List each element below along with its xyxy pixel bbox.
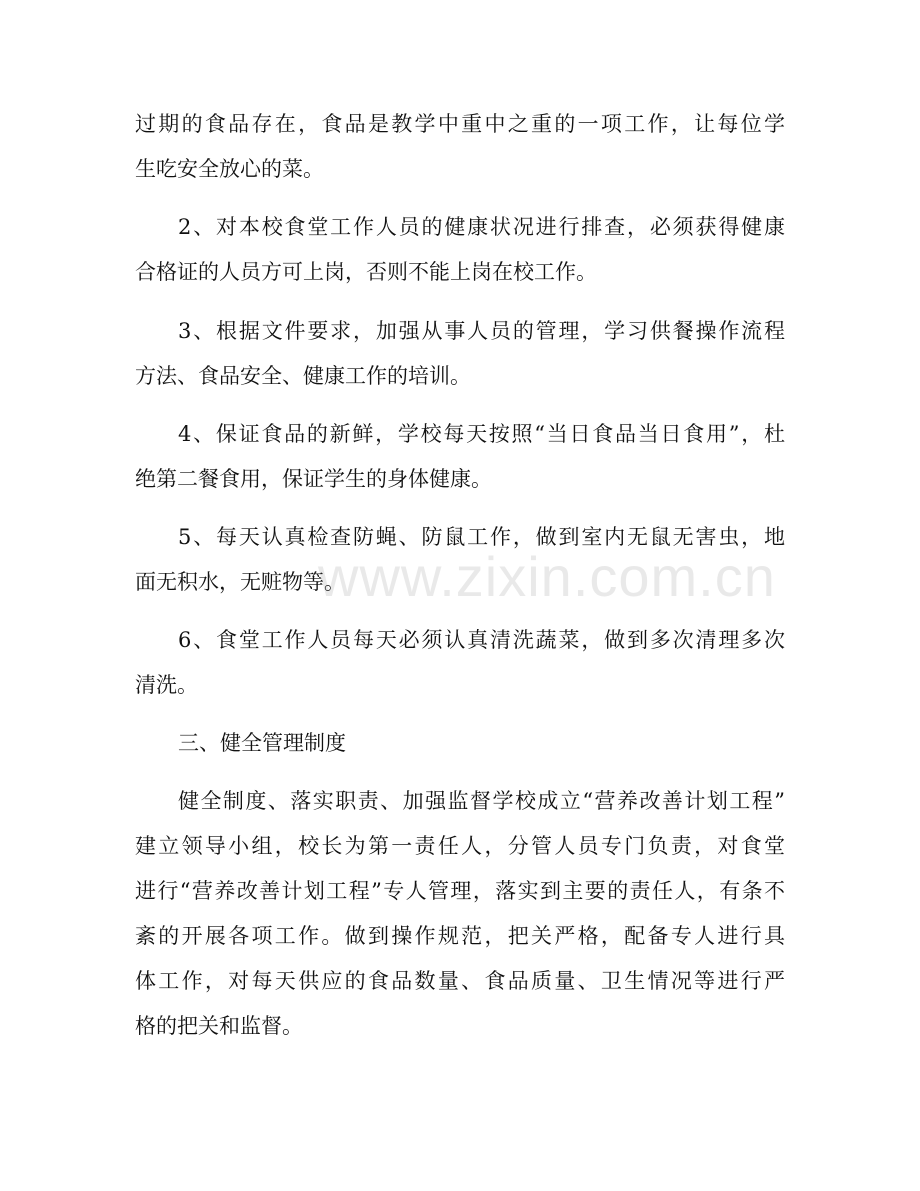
text-line: 健全制度、落实职责、加强监督学校成立“营养改善计划工程” — [178, 789, 785, 813]
section-heading: 三、健全管理制度 — [178, 731, 346, 755]
text-line: 清洗。 — [135, 673, 198, 697]
text-line: 合格证的人员方可上岗，否则不能上岗在校工作。 — [135, 260, 597, 284]
text-line: 2、对本校食堂工作人员的健康状况进行排查，必须获得健康 — [178, 215, 785, 239]
text-line: 面无积水，无赃物等。 — [135, 570, 345, 594]
text-line: 绝第二餐食用，保证学生的身体健康。 — [135, 467, 492, 491]
text-line: 6、食堂工作人员每天必须认真清洗蔬菜，做到多次清理多次 — [178, 628, 785, 652]
text-line: 格的把关和监督。 — [135, 1014, 303, 1038]
text-line: 5、每天认真检查防蝇、防鼠工作，做到室内无鼠无害虫，地 — [178, 525, 785, 549]
text-line: 建立领导小组，校长为第一责任人，分管人员专门负责，对食堂 — [135, 834, 785, 858]
watermark: www.zixin.com.cn — [318, 545, 776, 608]
text-line: 3、根据文件要求，加强从事人员的管理，学习供餐操作流程 — [178, 319, 785, 343]
text-line: 方法、食品安全、健康工作的培训。 — [135, 364, 471, 388]
text-line: 过期的食品存在，食品是教学中重中之重的一项工作，让每位学 — [135, 112, 785, 136]
text-line: 进行“营养改善计划工程”专人管理，落实到主要的责任人，有条不 — [135, 879, 785, 903]
text-line: 体工作，对每天供应的食品数量、食品质量、卫生情况等进行严 — [135, 969, 785, 993]
text-line: 紊的开展各项工作。做到操作规范，把关严格，配备专人进行具 — [135, 924, 785, 948]
text-line: 4、保证食品的新鲜，学校每天按照“当日食品当日食用”，杜 — [178, 422, 785, 446]
text-line: 生吃安全放心的菜。 — [135, 157, 324, 181]
